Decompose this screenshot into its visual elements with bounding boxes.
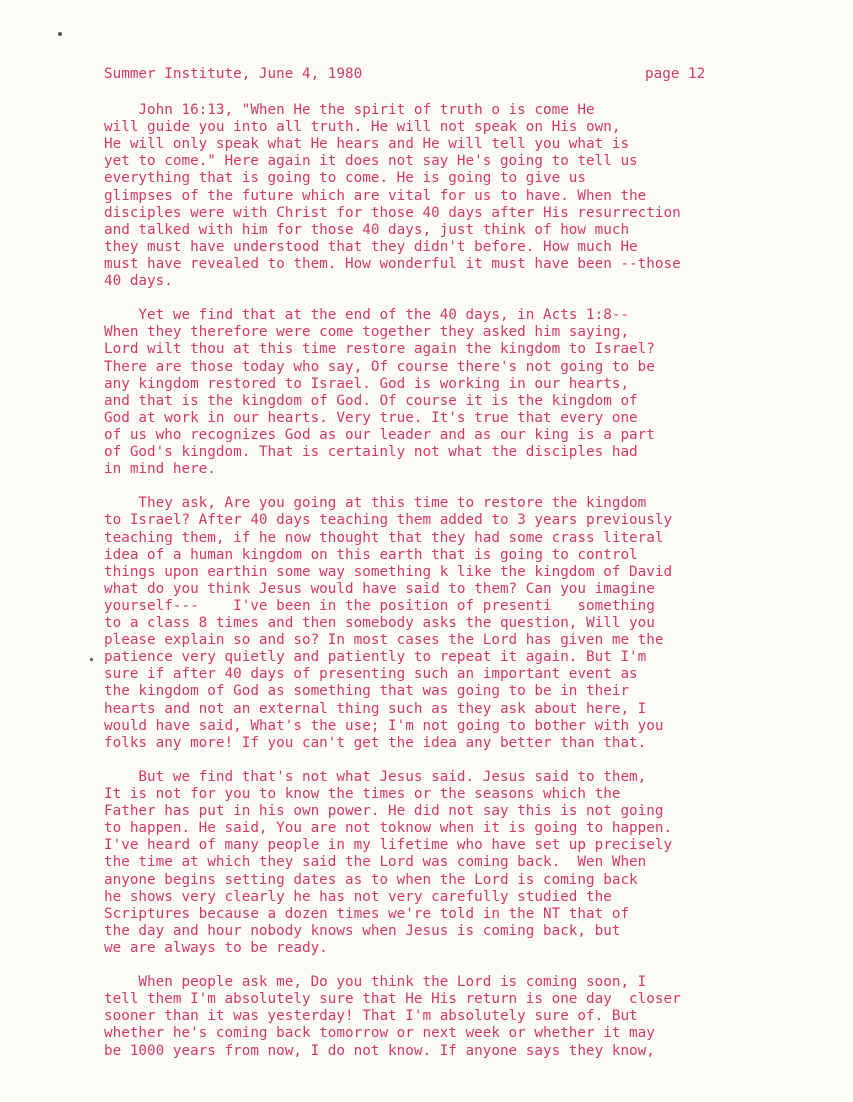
text-line: He will only speak what He hears and He will tell you what is [104, 136, 630, 153]
document-title: Summer Institute, June 4, 1980 [104, 66, 363, 82]
text-line: Yet we find that at the end of the 40 days, in Acts 1:8-- [104, 307, 630, 324]
text-line: please explain so and so? In most cases the Lord has given me the [104, 632, 664, 649]
text-line: When people ask me, Do you think the Lord is coming soon, I [104, 974, 647, 991]
text-line: There are those today who say, Of course there's not going to be [104, 358, 655, 375]
text-line: When they therefore were come together they asked him saying, [104, 324, 630, 341]
text-line: they must have understood that they didn't before. How much He [104, 238, 638, 255]
text-line: the day and hour nobody knows when Jesus is coming back, but [104, 922, 621, 939]
text-line: any kingdom restored to Israel. God is working in our hearts, [104, 375, 630, 392]
page-number: page 12 [645, 66, 706, 82]
text-line: Father has put in his own power. He did not say this is not going [104, 803, 664, 820]
text-line: I've heard of many people in my lifetime who have set up precisely [104, 837, 673, 854]
text-line: They ask, Are you going at this time to restore the kingdom [104, 495, 647, 512]
text-line: will guide you into all truth. He will not speak on His own, [104, 119, 621, 136]
paper-speck [58, 32, 62, 36]
text-line: be 1000 years from now, I do not know. If anyone says they know, [104, 1042, 655, 1059]
text-line: sure if after 40 days of presenting such an important event as [104, 666, 638, 683]
paper-speck [90, 658, 93, 661]
text-line: yourself--- I've been in the position of presenti something [104, 597, 655, 614]
text-line: God at work in our hearts. Very true. It's true that every one [104, 409, 638, 426]
text-line: he shows very clearly he has not very carefully studied the [104, 888, 612, 905]
text-line: Scriptures because a dozen times we're told in the NT that of [104, 905, 630, 922]
text-line: anyone begins setting dates as to when the Lord is coming back [104, 871, 638, 888]
text-line: patience very quietly and patiently to repeat it again. But I'm [104, 649, 647, 666]
text-line: tell them I'm absolutely sure that He His return is one day closer [104, 991, 681, 1008]
text-line: sooner than it was yesterday! That I'm absolutely sure of. But [104, 1008, 638, 1025]
text-line: disciples were with Christ for those 40 days after His resurrection [104, 204, 681, 221]
text-line: the kingdom of God as something that was going to be in their [104, 683, 630, 700]
text-line: we are always to be ready. [104, 939, 328, 956]
page-header [104, 66, 773, 84]
text-line: folks any more! If you can't get the idea any better than that. [104, 734, 647, 751]
text-line: But we find that's not what Jesus said. Jesus said to them, [104, 768, 647, 785]
text-line: must have revealed to them. How wonderful it must have been --those [104, 255, 681, 272]
text-line: Lord wilt thou at this time restore again the kingdom to Israel? [104, 341, 655, 358]
text-line: hearts and not an external thing such as they ask about here, I [104, 700, 647, 717]
text-line: of God's kingdom. That is certainly not what the disciples had [104, 444, 638, 460]
text-line: yet to come." Here again it does not say He's going to tell us [104, 153, 638, 170]
text-line: the time at which they said the Lord was coming back. Wen When [104, 854, 647, 871]
text-line: It is not for you to know the times or the seasons which the [104, 786, 621, 802]
text-line: John 16:13, "When He the spirit of truth o is come He [104, 102, 595, 118]
text-line: teaching them, if he now thought that they had some crass literal [104, 529, 664, 546]
text-line: of us who recognizes God as our leader and as our king is a part [104, 426, 655, 443]
text-line: glimpses of the future which are vital for us to have. When the [104, 187, 647, 204]
text-line: in mind here. [104, 461, 216, 478]
text-line: and that is the kingdom of God. Of course it is the kingdom of [104, 392, 638, 409]
text-line: to Israel? After 40 days teaching them added to 3 years previously [104, 512, 673, 529]
text-line: to a class 8 times and then somebody asks the question, Will you [104, 615, 655, 631]
text-line: things upon earthin some way something k like the kingdom of David [104, 563, 673, 580]
text-line: idea of a human kingdom on this earth that is going to control [104, 546, 638, 563]
text-line: 40 days. [104, 273, 173, 289]
text-line: to happen. He said, You are not toknow when it is going to happen. [104, 820, 673, 837]
text-line: whether he's coming back tomorrow or next week or whether it may [104, 1025, 655, 1042]
text-line: what do you think Jesus would have said to them? Can you imagine [104, 580, 655, 597]
text-line: would have said, What's the use; I'm not going to bother with you [104, 717, 664, 734]
text-line: and talked with him for those 40 days, just think of how much [104, 221, 630, 238]
text-line: everything that is going to come. He is going to give us [104, 170, 587, 187]
